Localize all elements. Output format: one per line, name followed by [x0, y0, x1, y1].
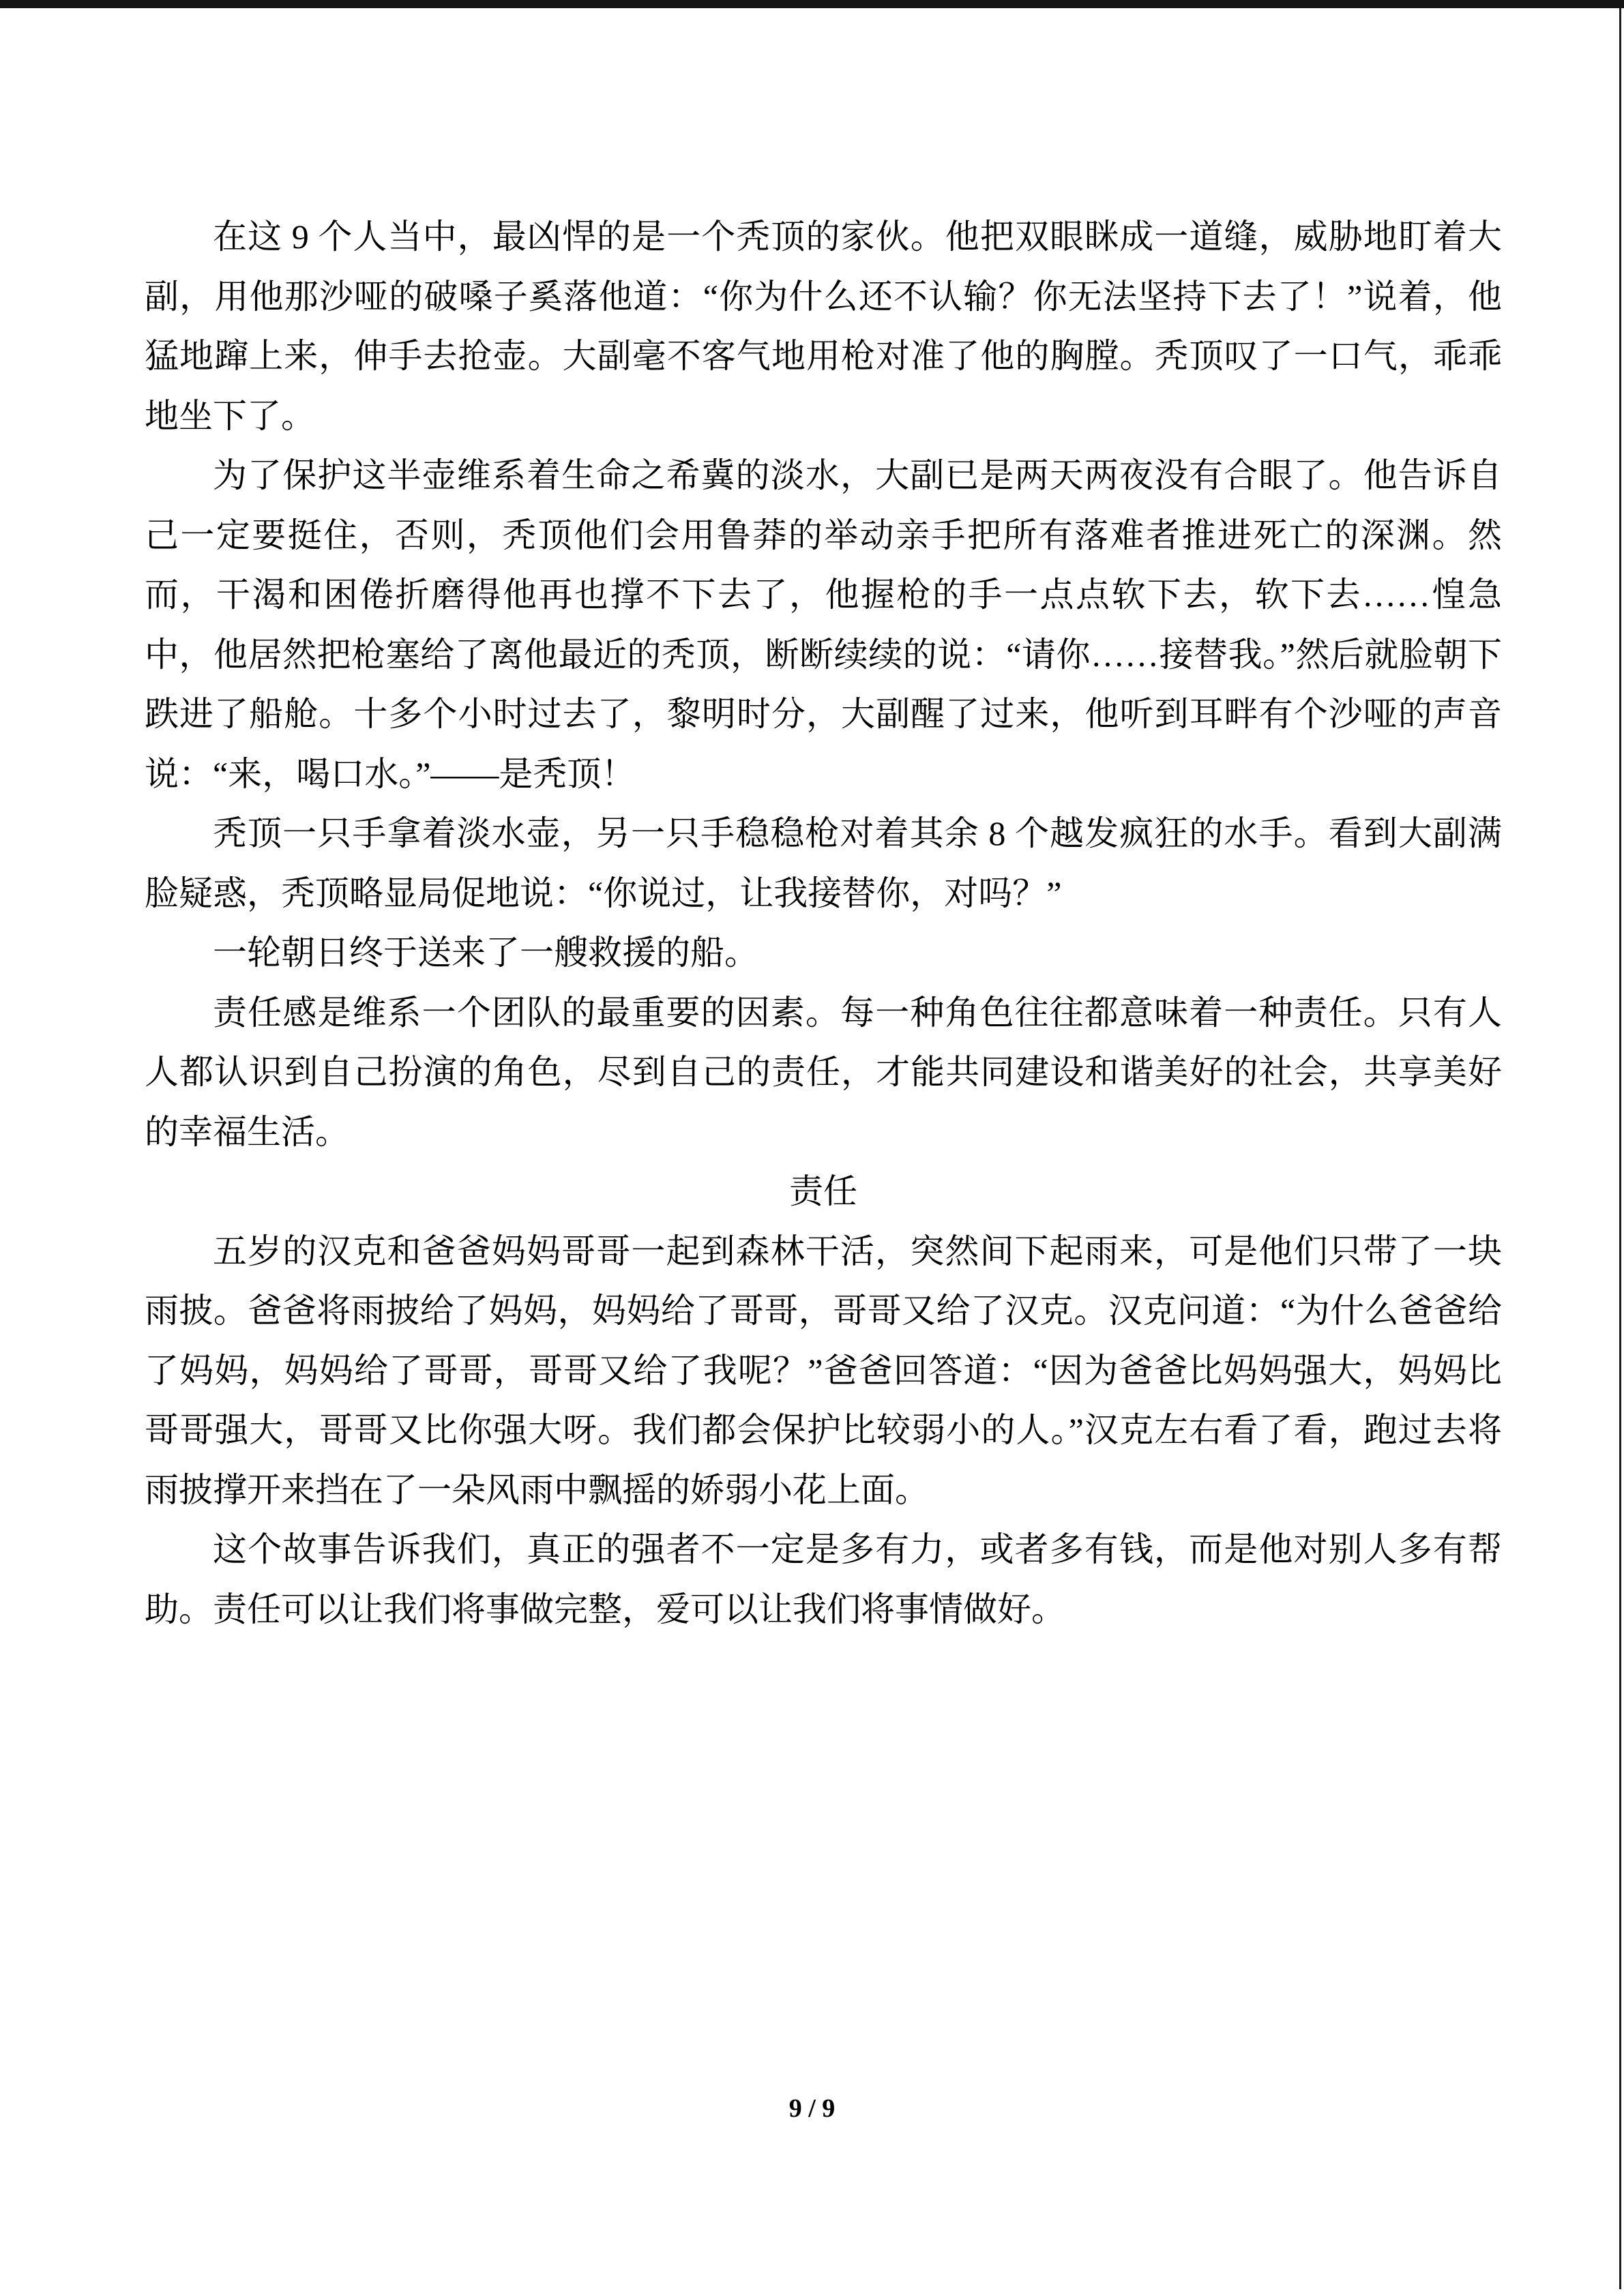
paragraph-story-moral: 这个故事告诉我们，真正的强者不一定是多有力，或者多有钱，而是他对别人多有帮助。责任可以让我们将事做完整，爱可以让我们将事情做好。 [145, 1530, 1502, 1628]
top-border-bar [0, 0, 1624, 8]
paragraph-first-mate-guard: 为了保护这半壶维系着生命之希冀的淡水，大副已是两天两夜没有合眼了。他告诉自己一定要挺住，否则，秃顶他们会用鲁莽的举动亲手把所有落难者推进死亡的深渊。然而，干渴和困倦折磨得他再也撑不下去了，他握枪的手一点点软下去，软下去……惶急中，他居然把枪塞给了离他最近的秃顶，断断续续的说：“请你……接替我。”然后就脸朝下跌进了船舱。十多个小时过去了，黎明时分，大副醒了过来，他听到耳畔有个沙哑的声音说：“来，喝口水。”——是秃顶！ [145, 456, 1502, 793]
paragraph-hank-raincoat: 五岁的汉克和爸爸妈妈哥哥一起到森林干活，突然间下起雨来，可是他们只带了一块雨披。爸爸将雨披给了妈妈，妈妈给了哥哥，哥哥又给了汉克。汉克问道：“为什么爸爸给了妈妈，妈妈给了哥哥，哥哥又给了我呢？”爸爸回答道：“因为爸爸比妈妈强大，妈妈比哥哥强大，哥哥又比你强大呀。我们都会保护比较弱小的人。”汉克左右看了看，跑过去将雨披撑开来挡在了一朵风雨中飘摇的娇弱小花上面。 [145, 1232, 1502, 1509]
section-heading-responsibility: 责任 [789, 1172, 857, 1210]
right-border-rule [1619, 8, 1621, 2289]
paragraph-bald-takes-over: 秃顶一只手拿着淡水壶，另一只手稳稳枪对着其余 8 个越发疯狂的水手。看到大副满脸疑惑，秃顶略显局促地说：“你说过，让我接替你，对吗？” [145, 814, 1502, 912]
page-number-indicator: 9 / 9 [788, 2094, 836, 2123]
paragraph-bald-sailor: 在这 9 个人当中，最凶悍的是一个秃顶的家伙。他把双眼眯成一道缝，威胁地盯着大副，用他那沙哑的破嗓子奚落他道：“你为什么还不认输？你无法坚持下去了！”说着，他猛地蹿上来，伸手去抢壶。大副毫不客气地用枪对准了他的胸膛。秃顶叹了一口气，乖乖地坐下了。 [145, 218, 1502, 435]
paragraph-responsibility-summary: 责任感是维系一个团队的最重要的因素。每一种角色往往都意味着一种责任。只有人人都认识到自己扮演的角色，尽到自己的责任，才能共同建设和谐美好的社会，共享美好的幸福生活。 [145, 993, 1502, 1151]
paragraph-rescue-ship: 一轮朝日终于送来了一艘救援的船。 [213, 934, 758, 972]
document-body [145, 207, 1502, 1639]
